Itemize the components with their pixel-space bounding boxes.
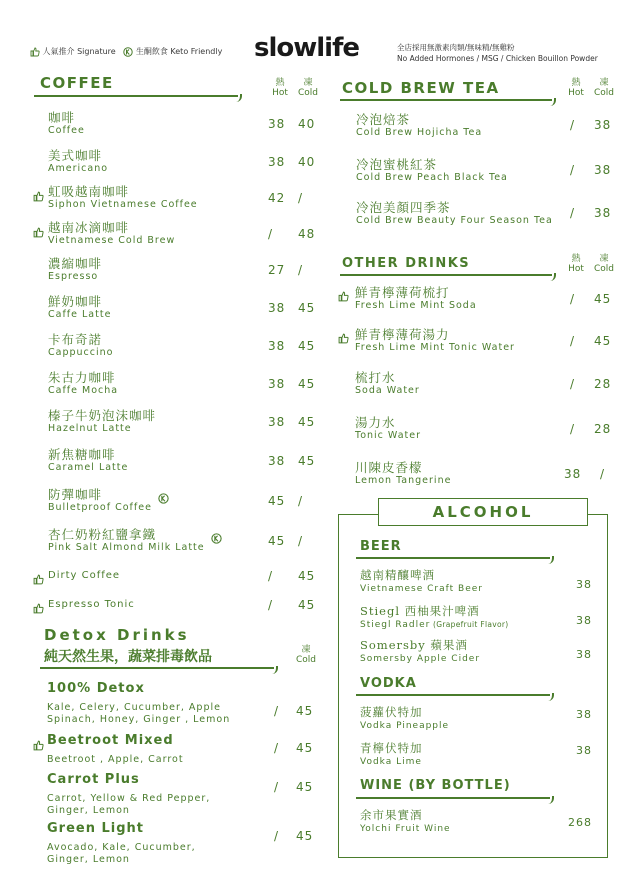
- notice-zh: 全店採用無激素肉類/無味精/無雞粉: [397, 43, 515, 52]
- coffee-underline: [34, 95, 238, 97]
- other-drinks-item: [355, 460, 451, 487]
- coffee-item: [48, 447, 128, 474]
- coffee-item-name-zh: 美式咖啡: [48, 148, 103, 163]
- coffee-cold-price: 45: [298, 301, 316, 315]
- cold-brew-item: [356, 157, 508, 184]
- thumbs-up-icon: [33, 187, 44, 206]
- other-drinks-item-name-zh: 梳打水: [355, 370, 396, 385]
- coffee-hot-price: /: [268, 598, 274, 612]
- cold-brew-item-name-en: Cold Brew Hojicha Tea: [356, 127, 483, 138]
- thumbs-up-icon: [338, 329, 349, 348]
- coffee-cold-price: /: [298, 494, 304, 508]
- cold-brew-item-name-zh: 冷泡蜜桃紅茶: [356, 157, 438, 172]
- other-drinks-item-name-zh: 鮮青檸薄荷湯力: [355, 327, 450, 342]
- wine-item-name-en: Yolchi Fruit Wine: [360, 824, 451, 834]
- cold-brew-hot-price: /: [570, 206, 576, 220]
- other-drinks-item-name-en: Lemon Tangerine: [355, 475, 452, 486]
- coffee-item: [48, 370, 118, 397]
- coffee-item: [48, 569, 120, 582]
- detox-item-ingredients: Ginger, Lemon: [47, 854, 130, 865]
- other-drinks-cold-price: 28: [594, 377, 612, 391]
- vodka-item-name-en: Vodka Lime: [360, 757, 422, 767]
- beer-price: 38: [576, 648, 592, 661]
- cold-brew-item-name-en: Cold Brew Peach Black Tea: [356, 172, 508, 183]
- detox-item-name: 100% Detox: [47, 681, 145, 696]
- coffee-hot-price: 42: [268, 191, 286, 205]
- coffee-item-name-zh: 越南冰滴咖啡: [48, 220, 130, 235]
- other-drinks-cold-price: /: [600, 467, 606, 481]
- vodka-item-name-en: Vodka Pineapple: [360, 721, 450, 731]
- other-drinks-cold-header: 凍 Cold: [593, 254, 614, 274]
- detox-item-ingredients: Avocado, Kale, Cucumber,: [47, 842, 196, 853]
- ingredient-notice: [397, 42, 598, 64]
- coffee-section-title: COFFEE: [40, 74, 114, 92]
- other-drinks-hot-price: /: [570, 377, 576, 391]
- detox-subtitle: 純天然生果，蔬菜排毒飲品: [44, 649, 212, 665]
- legend: [30, 46, 222, 57]
- detox-cold-price: 45: [296, 829, 314, 843]
- detox-item-name: Green Light: [47, 821, 145, 836]
- coffee-hot-price: 38: [268, 377, 286, 391]
- cold-brew-item: [356, 200, 553, 227]
- detox-cold-price: 45: [296, 704, 314, 718]
- detox-hot-price: /: [274, 704, 280, 718]
- coffee-cold-price: 45: [298, 415, 316, 429]
- coffee-item-name-en: Bulletproof Coffee: [48, 502, 152, 513]
- beer-item: [360, 638, 480, 665]
- coffee-item: [48, 110, 85, 137]
- coffee-hot-price: 38: [268, 454, 286, 468]
- coffee-hot-price: 38: [268, 415, 286, 429]
- coffee-item: [48, 408, 156, 435]
- legend-signature-label: 人氣推介 Signature: [42, 47, 116, 56]
- other-drinks-hot-price: /: [570, 292, 576, 306]
- coffee-cold-price: 40: [298, 117, 316, 131]
- cold-brew-item-name-zh: 冷泡焙茶: [356, 112, 411, 127]
- coffee-item-name-en: Hazelnut Latte: [48, 423, 132, 434]
- other-drinks-hot-price: /: [570, 334, 576, 348]
- vodka-title: VODKA: [360, 676, 417, 691]
- coffee-hot-price: 45: [268, 534, 286, 548]
- coffee-item: [48, 184, 198, 211]
- other-drinks-item: [355, 327, 515, 354]
- detox-item-ingredients: Beetroot , Apple, Carrot: [47, 754, 184, 765]
- other-drinks-item-name-zh: 湯力水: [355, 415, 396, 430]
- detox-cold-price: 45: [296, 741, 314, 755]
- coffee-item: [48, 294, 111, 321]
- legend-keto-label: 生酮飲食 Keto Friendly: [135, 47, 223, 56]
- beer-item-name-zh: Somersby 蘋果酒: [360, 638, 468, 652]
- detox-item-name: Carrot Plus: [47, 772, 140, 787]
- coffee-cold-price: 45: [298, 454, 316, 468]
- vodka-underline: [356, 694, 550, 696]
- cold-brew-item-name-zh: 冷泡美顏四季茶: [356, 200, 451, 215]
- detox-item-ingredients: Ginger, Lemon: [47, 805, 130, 816]
- coffee-item: [48, 598, 135, 611]
- coffee-item-name-en: Vietnamese Cold Brew: [48, 235, 176, 246]
- other-drinks-hot-price: /: [570, 422, 576, 436]
- coffee-item: [48, 332, 113, 359]
- cold-brew-cold-price: 38: [594, 206, 612, 220]
- coffee-item-name-zh: 防彈咖啡: [48, 487, 103, 502]
- other-drinks-item-name-en: Fresh Lime Mint Tonic Water: [355, 342, 515, 353]
- beer-price: 38: [576, 614, 592, 627]
- coffee-cold-price: 45: [298, 339, 316, 353]
- detox-cold-price: 45: [296, 780, 314, 794]
- other-drinks-item: [355, 370, 420, 397]
- coffee-item: [48, 256, 102, 283]
- alcohol-section-title: ALCOHOL: [378, 498, 588, 526]
- other-drinks-item-name-en: Fresh Lime Mint Soda: [355, 300, 477, 311]
- coffee-item-name-en: Caffe Latte: [48, 309, 112, 320]
- coffee-cold-header: 凍 Cold: [297, 78, 318, 98]
- coffee-item-name-zh: 杏仁奶粉紅鹽拿鐵: [48, 527, 157, 542]
- detox-item-ingredients: Carrot, Yellow & Red Pepper,: [47, 793, 211, 804]
- other-drinks-underline: [340, 274, 552, 276]
- brand-logo: slowlife: [254, 33, 360, 63]
- coffee-item-name-zh: 鮮奶咖啡: [48, 294, 103, 309]
- detox-item-ingredients: Spinach, Honey, Ginger , Lemon: [47, 714, 231, 725]
- coffee-cold-price: 40: [298, 155, 316, 169]
- coffee-hot-price: 38: [268, 117, 286, 131]
- cold-brew-section-title: COLD BREW TEA: [342, 79, 500, 97]
- cold-brew-cold-header: 凍 Cold: [593, 78, 614, 98]
- detox-item-name: Beetroot Mixed: [47, 733, 174, 748]
- coffee-item: [48, 220, 175, 247]
- vodka-item-name-zh: 菠蘿伏特加: [360, 705, 423, 719]
- coffee-item-name-zh: 朱古力咖啡: [48, 370, 116, 385]
- coffee-item-name-zh: 榛子牛奶泡沫咖啡: [48, 408, 157, 423]
- vodka-price: 38: [576, 744, 592, 757]
- coffee-cold-price: 48: [298, 227, 316, 241]
- coffee-hot-price: 45: [268, 494, 286, 508]
- coffee-hot-price: 38: [268, 155, 286, 169]
- notice-en: No Added Hormones / MSG / Chicken Bouillon Powder: [397, 54, 598, 63]
- beer-item: [360, 604, 508, 631]
- other-drinks-section-title: OTHER DRINKS: [342, 256, 471, 271]
- cold-brew-underline: [340, 99, 552, 101]
- beer-item-name-zh: Stiegl 西柚果汁啤酒: [360, 604, 480, 618]
- detox-section-title: Detox Drinks: [44, 626, 190, 644]
- other-drinks-item-name-en: Tonic Water: [355, 430, 421, 441]
- coffee-item-name-zh: 卡布奇諾: [48, 332, 103, 347]
- vodka-item: [360, 705, 449, 732]
- coffee-item-name-zh: 咖啡: [48, 110, 76, 125]
- detox-hot-price: /: [274, 780, 280, 794]
- coffee-cold-price: 45: [298, 377, 316, 391]
- thumbs-up-icon: [33, 599, 44, 618]
- cold-brew-item: [356, 112, 482, 139]
- beer-item-note: (Grapefruit Flavor): [430, 620, 509, 629]
- wine-item-name-zh: 余市果實酒: [360, 808, 423, 822]
- coffee-item: [48, 148, 108, 175]
- keto-icon: [158, 489, 169, 508]
- cold-brew-hot-header: 熱 Hot: [568, 78, 584, 98]
- keto-icon: [123, 47, 133, 57]
- other-drinks-item: [355, 415, 421, 442]
- coffee-hot-price: /: [268, 227, 274, 241]
- vodka-item-name-zh: 青檸伏特加: [360, 741, 423, 755]
- thumbs-up-icon: [338, 287, 349, 306]
- coffee-item-name-en: Caffe Mocha: [48, 385, 119, 396]
- beer-item: [360, 568, 483, 595]
- detox-cold-header: 凍 Cold: [295, 645, 316, 665]
- other-drinks-item: [355, 285, 477, 312]
- thumbs-up-icon: [33, 570, 44, 589]
- coffee-item-name-en: Cappuccino: [48, 347, 114, 358]
- coffee-hot-price: 38: [268, 339, 286, 353]
- detox-underline: [40, 667, 274, 669]
- coffee-cold-price: 45: [298, 598, 316, 612]
- coffee-item-name-en: Coffee: [48, 125, 85, 136]
- other-drinks-item-name-en: Soda Water: [355, 385, 420, 396]
- other-drinks-item-name-zh: 鮮青檸薄荷梳打: [355, 285, 450, 300]
- beer-item-name-zh: 越南精釀啤酒: [360, 568, 435, 582]
- coffee-cold-price: /: [298, 191, 304, 205]
- beer-item-name-en: Somersby Apple Cider: [360, 654, 481, 664]
- detox-hot-price: /: [274, 741, 280, 755]
- coffee-item-name-en: Espresso Tonic: [48, 599, 135, 610]
- wine-price: 268: [568, 816, 592, 829]
- other-drinks-hot-price: 38: [564, 467, 582, 481]
- beer-price: 38: [576, 578, 592, 591]
- vodka-price: 38: [576, 708, 592, 721]
- beer-item-name-en: Vietnamese Craft Beer: [360, 584, 483, 594]
- thumbs-up-icon: [33, 736, 44, 755]
- wine-underline: [356, 797, 550, 799]
- coffee-hot-header: 熱 Hot: [272, 78, 288, 98]
- coffee-hot-price: /: [268, 569, 274, 583]
- coffee-item: [48, 527, 205, 554]
- coffee-item-name-en: Siphon Vietnamese Coffee: [48, 199, 198, 210]
- wine-item: [360, 808, 451, 835]
- coffee-item-name-en: Espresso: [48, 271, 99, 282]
- vodka-item: [360, 741, 423, 768]
- other-drinks-item-name-zh: 川陳皮香檬: [355, 460, 423, 475]
- cold-brew-cold-price: 38: [594, 118, 612, 132]
- detox-hot-price: /: [274, 829, 280, 843]
- coffee-item-name-zh: 虹吸越南咖啡: [48, 184, 130, 199]
- other-drinks-cold-price: 45: [594, 292, 612, 306]
- coffee-cold-price: /: [298, 263, 304, 277]
- coffee-item: [48, 487, 152, 514]
- wine-title: WINE (BY BOTTLE): [360, 778, 511, 793]
- beer-item-name-en: Stiegl Radler (Grapefruit Flavor): [360, 620, 509, 630]
- coffee-cold-price: 45: [298, 569, 316, 583]
- cold-brew-cold-price: 38: [594, 163, 612, 177]
- other-drinks-cold-price: 45: [594, 334, 612, 348]
- coffee-item-name-zh: 濃縮咖啡: [48, 256, 103, 271]
- thumbs-up-icon: [33, 223, 44, 242]
- coffee-item-name-en: Pink Salt Almond Milk Latte: [48, 542, 205, 553]
- coffee-hot-price: 38: [268, 301, 286, 315]
- beer-underline: [356, 557, 550, 559]
- detox-item-ingredients: Kale, Celery, Cucumber, Apple: [47, 702, 221, 713]
- coffee-item-name-zh: 新焦糖咖啡: [48, 447, 116, 462]
- coffee-hot-price: 27: [268, 263, 286, 277]
- keto-icon: [211, 529, 222, 548]
- cold-brew-hot-price: /: [570, 118, 576, 132]
- cold-brew-item-name-en: Cold Brew Beauty Four Season Tea: [356, 215, 553, 226]
- thumbs-up-icon: [30, 47, 40, 57]
- beer-title: BEER: [360, 539, 402, 554]
- coffee-item-name-en: Caramel Latte: [48, 462, 129, 473]
- other-drinks-cold-price: 28: [594, 422, 612, 436]
- coffee-cold-price: /: [298, 534, 304, 548]
- cold-brew-hot-price: /: [570, 163, 576, 177]
- coffee-item-name-en: Americano: [48, 163, 109, 174]
- coffee-item-name-en: Dirty Coffee: [48, 570, 121, 581]
- other-drinks-hot-header: 熱 Hot: [568, 254, 584, 274]
